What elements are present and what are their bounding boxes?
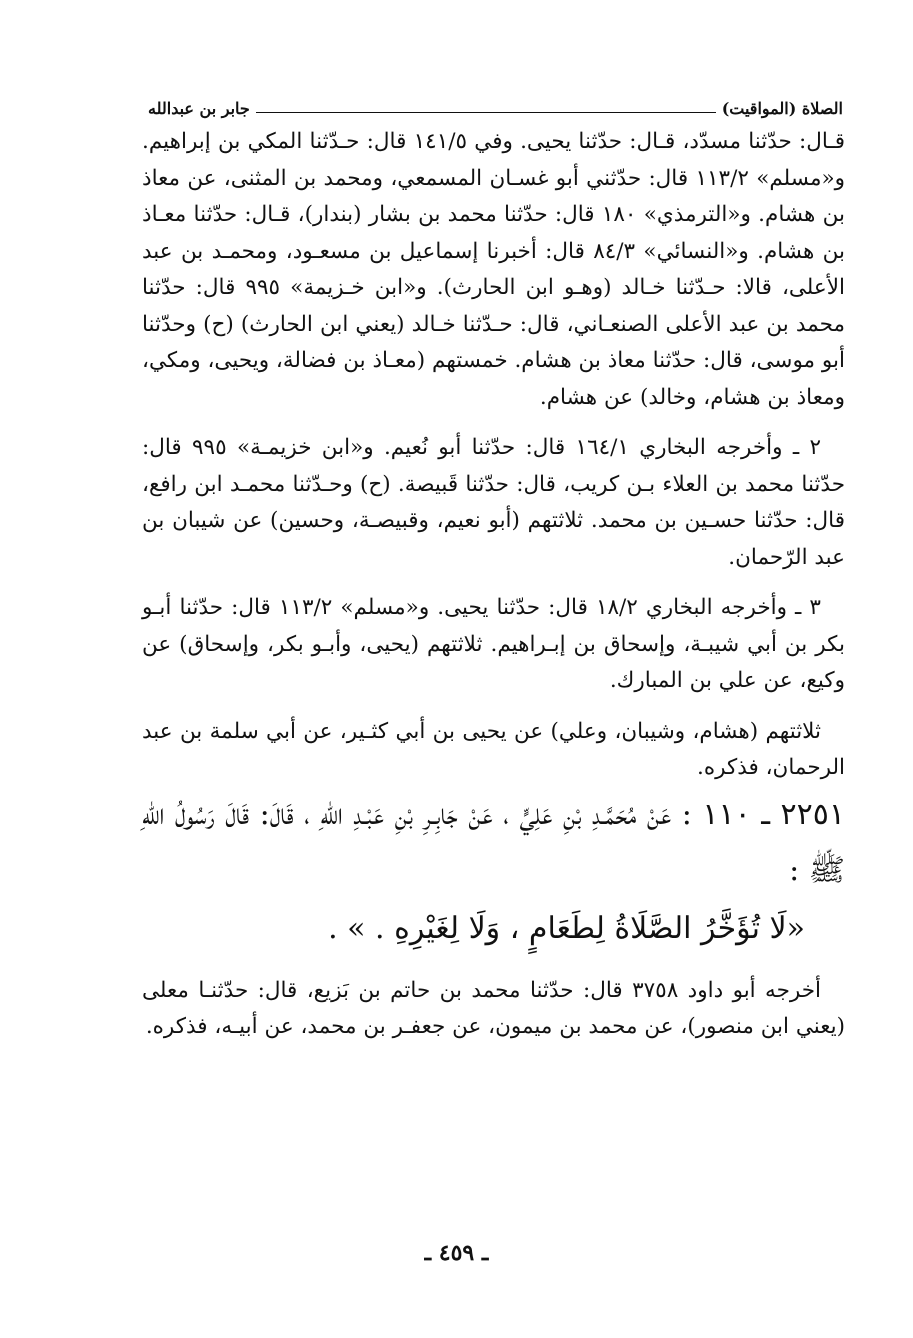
- header-rule: [256, 112, 716, 113]
- hadith-text: «لَا تُؤَخَّرُ الصَّلَاةُ لِطَعَامٍ ، وَلَا لِغَيْرِهِ . » .: [328, 910, 805, 946]
- page-body: [142, 124, 845, 1046]
- running-header: [148, 92, 843, 118]
- header-narrator-title: جابر بن عبدالله: [148, 99, 250, 118]
- takhrij-paragraph-2: ٢ ـ وأخرجه البخاري ١٦٤/١ قال: حدّثنا أبو نُعيم. و«ابن خزيمـة» ٩٩٥ قال: حدّثنا محمد بن العلاء بـن كريب، قال: حدّثنا قَبيصة. (ح) وحـدّثنا محمـد ابن رافع، قال: حدّثنا حسـين بن محمد. ثلاثتهم (أبو نعيم، وقبيصـة، وحسين) عن شيبان بن عبد الرّحمان.: [142, 435, 845, 570]
- page-number: ـ ٤٥٩ ـ: [424, 1240, 489, 1266]
- takhrij-paragraph-1: قـال: حدّثنا مسدّد، قـال: حدّثنا يحيى. وفي ١٤١/٥ قال: حـدّثنا المكي بن إبراهيم. و«مسلم» ١١٣/٢ قال: حدّثني أبو غسـان المسمعي، ومحمد بن المثنى، عن معاذ بن هشام. و«الترمذي» ١٨٠ قال: حدّثنا محمد بن بشار (بندار)، قـال: حدّثنا معـاذ بن هشام. و«النسائي» ٨٤/٣ قال: أخبرنا إسماعيل بن مسعـود، ومحمـد بن عبد الأعلى، قالا: حـدّثنا خـالد (وهـو ابن الحارث). و«ابن خـزيمة» ٩٩٥ قال: حدّثنا محمد بن عبد الأعلى الصنعـاني، قال: حـدّثنا خـالد (يعني ابن الحارث) (ح) وحدّثنا أبو موسى، قال: حدّثنا معاذ بن هشام. خمستهم (معـاذ بن فضالة، ويحيى، ومكي، ومعاذ بن هشام، وخالد) عن هشام.: [142, 129, 846, 410]
- header-chapter-title: الصلاة (المواقيت): [721, 99, 843, 118]
- takhrij-paragraph-3: ٣ ـ وأخرجه البخاري ١٨/٢ قال: حدّثنا يحيى. و«مسلم» ١١٣/٢ قال: حدّثنا أبـو بكر بن أبي شيبـة، وإسحاق بن إبـراهيم. ثلاثتهم (يحيى، وأبـو بكر، وإسحاق) عن وكيع، عن علي بن المبارك.: [142, 595, 845, 693]
- takhrij-summary: ثلاثتهم (هشام، وشيبان، وعلي) عن يحيى بن أبي كثـير، عن أبي سلمة بن عبد الرحمان، فذكره.: [142, 718, 845, 780]
- hadith-chain: ٢٢٥١ ـ ١١٠ : عَنْ مُحَمَّـدِ بْنِ عَلِيٍّ ، عَنْ جَابِـرِ بْنِ عَبْـدِ اللهِ ، قَالَ: قَالَ رَسُولُ اللهِ ﷺ :: [142, 796, 845, 888]
- takhrij-paragraph-abu-dawud: أخرجه أبو داود ٣٧٥٨ قال: حدّثنا محمد بن حاتم بن بَزيع، قال: حدّثنـا معلى (يعني ابن منصور)، عن محمد بن ميمون، عن جعفـر بن محمد، عن أبيـه، فذكره.: [142, 977, 845, 1039]
